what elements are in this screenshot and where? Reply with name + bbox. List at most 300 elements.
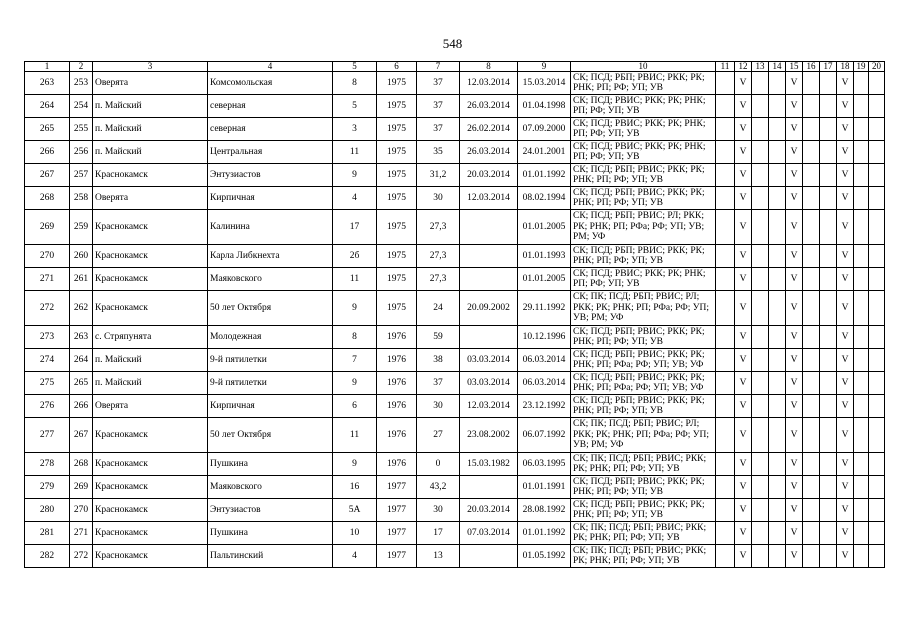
inspection-date-cell: 07.03.2014 [460,522,518,545]
mark-cell [854,245,869,268]
object-number: 263 [70,326,93,349]
registration-date-cell: 23.12.1992 [518,395,571,418]
registration-date-cell: 15.03.2014 [518,72,571,95]
wear-cell: 43,2 [417,476,460,499]
street-cell: Молодежная [208,326,333,349]
row-number: 266 [25,141,70,164]
mark-cell: V [837,372,854,395]
column-header: 4 [208,62,333,72]
mark-cell [820,268,837,291]
mark-cell [820,499,837,522]
mark-cell [820,291,837,326]
registration-date-cell: 10.12.1996 [518,326,571,349]
mark-cell [854,453,869,476]
object-number: 253 [70,72,93,95]
mark-cell: V [837,349,854,372]
house-number-cell: 17 [333,210,377,245]
registration-date-cell: 08.02.1994 [518,187,571,210]
mark-cell [716,245,735,268]
registration-date-cell: 06.03.1995 [518,453,571,476]
mark-cell [869,164,885,187]
registry-table [24,61,885,568]
house-number-cell: 11 [333,418,377,453]
row-number: 271 [25,268,70,291]
mark-cell [854,418,869,453]
mark-cell: V [786,118,803,141]
mark-cell: V [735,372,752,395]
mark-cell [820,372,837,395]
object-number: 269 [70,476,93,499]
mark-cell [769,164,786,187]
mark-cell [716,210,735,245]
column-header: 8 [460,62,518,72]
registration-date-cell: 01.01.1991 [518,476,571,499]
object-number: 257 [70,164,93,187]
year-cell: 1975 [377,164,417,187]
mark-cell [752,453,769,476]
mark-cell [752,395,769,418]
wear-cell: 35 [417,141,460,164]
mark-cell [752,476,769,499]
mark-cell: V [837,476,854,499]
year-cell: 1975 [377,141,417,164]
mark-cell: V [837,245,854,268]
column-header: 3 [93,62,208,72]
object-number: 259 [70,210,93,245]
year-cell: 1976 [377,453,417,476]
settlement-cell: Краснокамск [93,545,208,568]
column-header: 11 [716,62,735,72]
registration-date-cell: 29.11.1992 [518,291,571,326]
table-row [25,326,885,349]
row-number: 267 [25,164,70,187]
row-number: 282 [25,545,70,568]
settlement-cell: п. Майский [93,95,208,118]
mark-cell [869,268,885,291]
settlement-cell: Краснокамск [93,522,208,545]
mark-cell [752,141,769,164]
hazards-cell: СК; ПСД; РВИС; РКК; РК; РНК; РП; РФ; УП; УВ [571,268,716,291]
hazards-cell: СК; ПСД; РВИС; РКК; РК; РНК; РП; РФ; УП; УВ [571,141,716,164]
object-number: 254 [70,95,93,118]
settlement-cell: Краснокамск [93,418,208,453]
settlement-cell: Краснокамск [93,476,208,499]
mark-cell: V [735,291,752,326]
mark-cell [769,245,786,268]
registration-date-cell: 01.04.1998 [518,95,571,118]
house-number-cell: 9 [333,453,377,476]
mark-cell: V [786,326,803,349]
settlement-cell: Краснокамск [93,164,208,187]
wear-cell: 37 [417,118,460,141]
mark-cell [769,522,786,545]
mark-cell [716,268,735,291]
hazards-cell: СК; ПСД; РБП; РВИС; РКК; РК; РНК; РП; РФа; РФ; УП; УВ; УФ [571,372,716,395]
mark-cell [820,72,837,95]
mark-cell [716,395,735,418]
mark-cell [803,395,820,418]
mark-cell [854,476,869,499]
mark-cell [752,187,769,210]
mark-cell [716,72,735,95]
mark-cell [820,164,837,187]
table-row [25,95,885,118]
wear-cell: 59 [417,326,460,349]
hazards-cell: СК; ПСД; РБП; РВИС; РКК; РК; РНК; РП; РФ; УП; УВ [571,245,716,268]
year-cell: 1977 [377,522,417,545]
street-cell: Пушкина [208,522,333,545]
year-cell: 1975 [377,268,417,291]
mark-cell: V [786,164,803,187]
street-cell: северная [208,118,333,141]
hazards-cell: СК; ПК; ПСД; РБП; РВИС; РЛ; РКК; РК; РНК; РП; РФа; РФ; УП; УВ; РМ; УФ [571,418,716,453]
mark-cell [752,499,769,522]
table-row [25,118,885,141]
settlement-cell: Оверята [93,72,208,95]
year-cell: 1975 [377,72,417,95]
object-number: 258 [70,187,93,210]
mark-cell [752,291,769,326]
row-number: 277 [25,418,70,453]
hazards-cell: СК; ПК; ПСД; РБП; РВИС; РКК; РК; РНК; РП; РФ; УП; УВ [571,522,716,545]
year-cell: 1977 [377,476,417,499]
mark-cell: V [735,349,752,372]
mark-cell [803,499,820,522]
mark-cell [854,291,869,326]
mark-cell: V [786,245,803,268]
mark-cell [752,268,769,291]
mark-cell: V [786,210,803,245]
mark-cell [769,72,786,95]
row-number: 278 [25,453,70,476]
hazards-cell: СК; ПСД; РВИС; РКК; РК; РНК; РП; РФ; УП; УВ [571,118,716,141]
mark-cell: V [786,187,803,210]
row-number: 281 [25,522,70,545]
table-row [25,187,885,210]
settlement-cell: Оверята [93,395,208,418]
mark-cell [803,187,820,210]
mark-cell [769,95,786,118]
inspection-date-cell [460,476,518,499]
mark-cell [820,245,837,268]
mark-cell [803,418,820,453]
mark-cell [769,499,786,522]
settlement-cell: Оверята [93,187,208,210]
inspection-date-cell: 26.03.2014 [460,95,518,118]
mark-cell [869,395,885,418]
mark-cell: V [837,141,854,164]
mark-cell [869,291,885,326]
street-cell: Кирпичная [208,395,333,418]
mark-cell [769,187,786,210]
year-cell: 1975 [377,95,417,118]
mark-cell: V [837,545,854,568]
row-number: 275 [25,372,70,395]
mark-cell [752,245,769,268]
house-number-cell: 2б [333,245,377,268]
mark-cell [752,72,769,95]
mark-cell [869,72,885,95]
mark-cell: V [837,522,854,545]
inspection-date-cell: 20.03.2014 [460,499,518,522]
wear-cell: 27 [417,418,460,453]
wear-cell: 31,2 [417,164,460,187]
row-number: 270 [25,245,70,268]
mark-cell: V [786,372,803,395]
year-cell: 1975 [377,118,417,141]
mark-cell [752,418,769,453]
mark-cell [752,522,769,545]
mark-cell [854,118,869,141]
house-number-cell: 3 [333,118,377,141]
inspection-date-cell: 20.03.2014 [460,164,518,187]
house-number-cell: 5 [333,95,377,118]
mark-cell: V [735,187,752,210]
mark-cell [854,349,869,372]
table-row [25,210,885,245]
settlement-cell: п. Майский [93,141,208,164]
settlement-cell: Краснокамск [93,291,208,326]
registration-date-cell: 01.05.1992 [518,545,571,568]
wear-cell: 27,3 [417,268,460,291]
settlement-cell: п. Майский [93,118,208,141]
mark-cell: V [837,95,854,118]
table-row [25,291,885,326]
table-row [25,453,885,476]
mark-cell [803,95,820,118]
street-cell: Комсомольская [208,72,333,95]
table-row [25,418,885,453]
row-number: 268 [25,187,70,210]
column-header: 20 [869,62,885,72]
mark-cell [769,118,786,141]
hazards-cell: СК; ПСД; РБП; РВИС; РКК; РК; РНК; РП; РФ; УП; УВ [571,499,716,522]
inspection-date-cell: 15.03.1982 [460,453,518,476]
row-number: 274 [25,349,70,372]
year-cell: 1976 [377,372,417,395]
hazards-cell: СК; ПК; ПСД; РБП; РВИС; РКК; РК; РНК; РП; РФ; УП; УВ [571,453,716,476]
mark-cell [869,499,885,522]
mark-cell [716,95,735,118]
column-header: 17 [820,62,837,72]
mark-cell: V [735,164,752,187]
year-cell: 1976 [377,326,417,349]
mark-cell: V [786,499,803,522]
mark-cell [869,245,885,268]
header-row [25,62,885,72]
row-number: 263 [25,72,70,95]
mark-cell [803,141,820,164]
column-header: 5 [333,62,377,72]
column-header: 19 [854,62,869,72]
year-cell: 1975 [377,291,417,326]
mark-cell: V [837,268,854,291]
mark-cell: V [837,291,854,326]
mark-cell: V [735,268,752,291]
row-number: 276 [25,395,70,418]
mark-cell [769,453,786,476]
mark-cell [854,545,869,568]
inspection-date-cell: 12.03.2014 [460,395,518,418]
wear-cell: 37 [417,372,460,395]
house-number-cell: 5А [333,499,377,522]
mark-cell [820,545,837,568]
mark-cell: V [735,522,752,545]
table-row [25,499,885,522]
street-cell: северная [208,95,333,118]
inspection-date-cell: 26.03.2014 [460,141,518,164]
settlement-cell: п. Майский [93,372,208,395]
row-number: 265 [25,118,70,141]
mark-cell: V [735,418,752,453]
inspection-date-cell: 23.08.2002 [460,418,518,453]
mark-cell [854,326,869,349]
column-header: 10 [571,62,716,72]
year-cell: 1976 [377,395,417,418]
table-row [25,545,885,568]
mark-cell: V [735,245,752,268]
inspection-date-cell: 26.02.2014 [460,118,518,141]
mark-cell [716,476,735,499]
row-number: 272 [25,291,70,326]
inspection-date-cell [460,245,518,268]
mark-cell: V [735,141,752,164]
settlement-cell: Краснокамск [93,245,208,268]
mark-cell [769,372,786,395]
object-number: 261 [70,268,93,291]
mark-cell [769,545,786,568]
object-number: 266 [70,395,93,418]
house-number-cell: 4 [333,187,377,210]
mark-cell: V [837,72,854,95]
mark-cell [869,545,885,568]
column-header: 12 [735,62,752,72]
mark-cell [716,141,735,164]
mark-cell [803,245,820,268]
mark-cell [769,141,786,164]
hazards-cell: СК; ПСД; РБП; РВИС; РКК; РК; РНК; РП; РФ; УП; УВ [571,72,716,95]
mark-cell [716,372,735,395]
mark-cell: V [786,522,803,545]
mark-cell [869,95,885,118]
mark-cell: V [735,326,752,349]
row-number: 273 [25,326,70,349]
street-cell: Карла Либкнехта [208,245,333,268]
row-number: 279 [25,476,70,499]
registration-date-cell: 06.07.1992 [518,418,571,453]
mark-cell [854,141,869,164]
table-row [25,476,885,499]
house-number-cell: 4 [333,545,377,568]
inspection-date-cell [460,326,518,349]
mark-cell [820,395,837,418]
mark-cell: V [735,95,752,118]
mark-cell: V [837,118,854,141]
year-cell: 1976 [377,418,417,453]
mark-cell: V [735,395,752,418]
street-cell: Маяковского [208,268,333,291]
column-header: 15 [786,62,803,72]
house-number-cell: 11 [333,268,377,291]
year-cell: 1975 [377,187,417,210]
registration-date-cell: 06.03.2014 [518,372,571,395]
mark-cell: V [735,72,752,95]
mark-cell [854,187,869,210]
mark-cell [752,118,769,141]
settlement-cell: Краснокамск [93,453,208,476]
mark-cell [820,210,837,245]
mark-cell [820,187,837,210]
mark-cell [716,499,735,522]
mark-cell: V [786,141,803,164]
page-number: 548 [442,36,463,51]
mark-cell: V [837,395,854,418]
mark-cell [820,522,837,545]
mark-cell [716,291,735,326]
mark-cell [803,268,820,291]
table-row [25,522,885,545]
wear-cell: 30 [417,395,460,418]
registration-date-cell: 07.09.2000 [518,118,571,141]
street-cell: 50 лет Октября [208,418,333,453]
mark-cell [716,349,735,372]
object-number: 262 [70,291,93,326]
wear-cell: 27,3 [417,210,460,245]
mark-cell [716,418,735,453]
mark-cell [854,268,869,291]
mark-cell: V [837,210,854,245]
mark-cell [803,476,820,499]
mark-cell: V [786,418,803,453]
table-row [25,268,885,291]
street-cell: Кирпичная [208,187,333,210]
wear-cell: 37 [417,95,460,118]
inspection-date-cell: 03.03.2014 [460,349,518,372]
object-number: 264 [70,349,93,372]
mark-cell: V [786,72,803,95]
mark-cell [716,522,735,545]
inspection-date-cell [460,210,518,245]
wear-cell: 17 [417,522,460,545]
house-number-cell: 9 [333,291,377,326]
mark-cell [820,118,837,141]
mark-cell: V [735,476,752,499]
mark-cell: V [837,187,854,210]
street-cell: 9-й пятилетки [208,349,333,372]
mark-cell [716,187,735,210]
hazards-cell: СК; ПСД; РБП; РВИС; РКК; РК; РНК; РП; РФ; УП; УВ [571,164,716,187]
object-number: 268 [70,453,93,476]
mark-cell [869,349,885,372]
house-number-cell: 8 [333,72,377,95]
object-number: 270 [70,499,93,522]
mark-cell: V [786,268,803,291]
object-number: 271 [70,522,93,545]
column-header: 7 [417,62,460,72]
street-cell: 50 лет Октября [208,291,333,326]
mark-cell [752,95,769,118]
hazards-cell: СК; ПСД; РБП; РВИС; РКК; РК; РНК; РП; РФа; РФ; УП; УВ; УФ [571,349,716,372]
registration-date-cell: 01.01.1992 [518,522,571,545]
mark-cell [769,418,786,453]
house-number-cell: 9 [333,372,377,395]
mark-cell [752,545,769,568]
hazards-cell: СК; ПСД; РБП; РВИС; РКК; РК; РНК; РП; РФ; УП; УВ [571,395,716,418]
registration-date-cell: 01.01.2005 [518,210,571,245]
settlement-cell: Краснокамск [93,499,208,522]
hazards-cell: СК; ПСД; РБП; РВИС; РЛ; РКК; РК; РНК; РП; РФа; РФ; УП; УВ; РМ; УФ [571,210,716,245]
wear-cell: 30 [417,499,460,522]
